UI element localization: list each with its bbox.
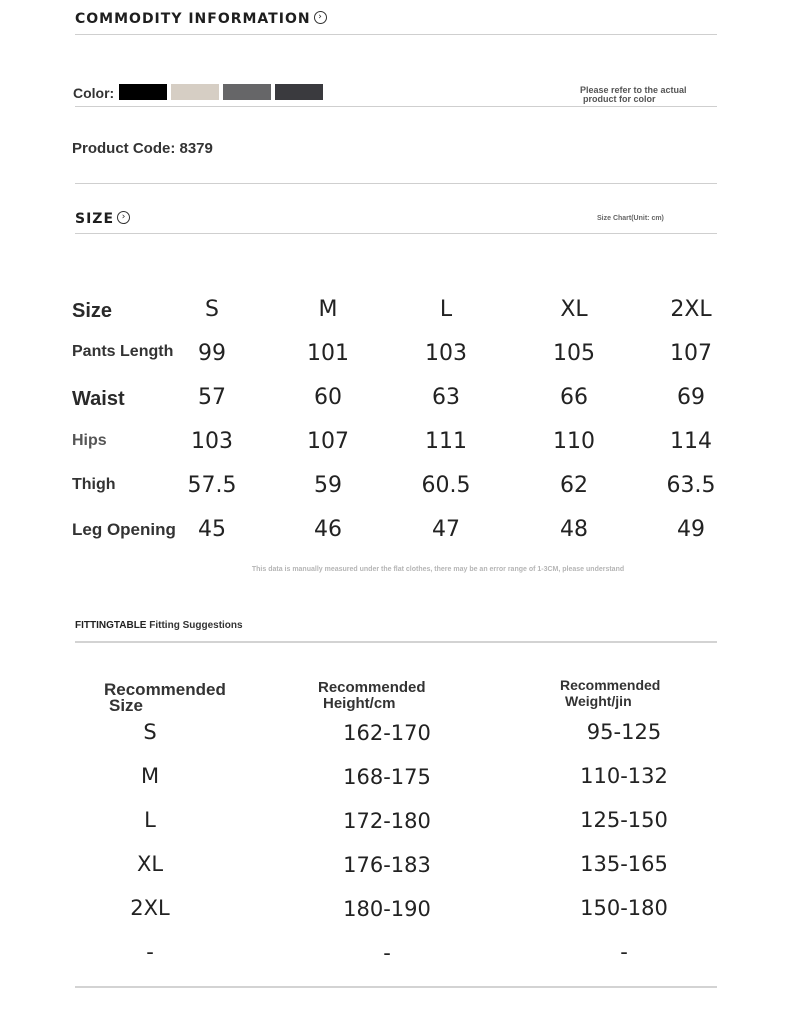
fit-weight: 135-165 xyxy=(580,852,668,876)
fit-header-size-line2: Size xyxy=(109,696,144,715)
table-cell: 45 xyxy=(198,517,226,542)
fit-size: 2XL xyxy=(130,896,170,920)
table-cell: 48 xyxy=(560,517,588,542)
fit-header-height xyxy=(318,680,426,712)
color-swatch-grey[interactable] xyxy=(223,84,271,100)
size-col-header: 2XL xyxy=(670,297,712,322)
table-cell: 99 xyxy=(198,341,226,366)
divider xyxy=(75,106,717,107)
fit-height: 162-170 xyxy=(343,721,431,745)
table-cell: 101 xyxy=(307,341,349,366)
row-label-thigh: Thigh xyxy=(72,476,116,493)
size-section-title xyxy=(75,211,130,227)
table-cell: 60.5 xyxy=(421,473,471,498)
fit-header-size xyxy=(104,682,226,714)
fit-size: XL xyxy=(136,852,164,876)
size-col-header: L xyxy=(439,297,453,322)
table-cell: 49 xyxy=(677,517,705,542)
fit-size: S xyxy=(143,720,157,744)
table-cell: 47 xyxy=(432,517,460,542)
table-cell: 107 xyxy=(307,429,349,454)
divider xyxy=(75,641,717,643)
product-code: Product Code: 8379 xyxy=(72,140,213,157)
table-cell: 57.5 xyxy=(187,473,237,498)
table-cell: 69 xyxy=(677,385,705,410)
measurement-disclaimer: This data is manually measured under the flat clothes, there may be an error range of 1-3CM, please understand xyxy=(251,566,625,573)
fit-weight: 95-125 xyxy=(586,720,662,744)
chevron-right-circle-icon: › xyxy=(314,11,327,24)
fit-weight: 150-180 xyxy=(580,896,668,920)
fit-height: 180-190 xyxy=(343,897,431,921)
size-header-label: Size xyxy=(72,300,113,322)
color-note xyxy=(580,86,687,104)
row-label-pants-length: Pants Length xyxy=(72,343,174,360)
chevron-right-circle-icon: › xyxy=(117,211,130,224)
table-cell: 46 xyxy=(314,517,342,542)
divider xyxy=(75,986,717,988)
commodity-title-text: COMMODITY INFORMATION xyxy=(75,11,311,27)
fit-height: 172-180 xyxy=(343,809,431,833)
fit-header-weight-line2: Weight/jin xyxy=(565,693,632,709)
table-cell: 110 xyxy=(553,429,595,454)
fit-size: M xyxy=(140,764,160,788)
row-label-hips: Hips xyxy=(72,432,107,449)
color-note-line1: Please refer to the actual xyxy=(580,85,687,95)
fit-height: 176-183 xyxy=(343,853,431,877)
color-swatch-beige[interactable] xyxy=(171,84,219,100)
divider xyxy=(75,34,717,35)
table-cell: 63.5 xyxy=(666,473,716,498)
commodity-section-title xyxy=(75,11,327,27)
fit-weight: 125-150 xyxy=(580,808,668,832)
row-label-waist: Waist xyxy=(72,388,125,410)
color-swatch-dark-grey[interactable] xyxy=(275,84,323,100)
divider xyxy=(75,233,717,234)
fit-header-height-line1: Recommended xyxy=(318,679,426,696)
fit-height: 168-175 xyxy=(343,765,431,789)
color-swatch-black[interactable] xyxy=(119,84,167,100)
fit-size: L xyxy=(144,808,156,832)
fit-header-weight-line1: Recommended xyxy=(560,677,661,693)
table-cell: 111 xyxy=(425,429,467,454)
size-chart-note: Size Chart(Unit: cm) xyxy=(597,215,664,222)
table-cell: 103 xyxy=(191,429,233,454)
table-cell: 62 xyxy=(560,473,588,498)
size-title-text: SIZE xyxy=(75,211,115,227)
color-label: Color: xyxy=(73,85,115,101)
fitting-section-title xyxy=(75,620,243,631)
fit-header-weight xyxy=(560,677,660,709)
table-cell: 114 xyxy=(670,429,712,454)
size-col-header: M xyxy=(318,297,338,322)
table-cell: 59 xyxy=(314,473,342,498)
fit-weight: 110-132 xyxy=(580,764,668,788)
row-label-leg-opening: Leg Opening xyxy=(72,520,176,539)
fitting-title-rest: Fitting Suggestions xyxy=(146,620,243,631)
table-cell: 103 xyxy=(425,341,467,366)
fit-header-height-line2: Height/cm xyxy=(323,695,396,712)
table-cell: 66 xyxy=(560,385,588,410)
fit-weight: - xyxy=(620,940,628,964)
table-cell: 60 xyxy=(314,385,342,410)
fitting-title-bold: FITTINGTABLE xyxy=(75,620,147,631)
table-cell: 57 xyxy=(198,385,226,410)
divider xyxy=(75,183,717,184)
table-cell: 107 xyxy=(670,341,712,366)
fit-header-size-line1: Recommended xyxy=(104,680,226,699)
table-cell: 63 xyxy=(432,385,460,410)
table-cell: 105 xyxy=(553,341,595,366)
size-col-header: XL xyxy=(560,297,588,322)
fit-height: - xyxy=(383,941,391,965)
color-note-line2: product for color xyxy=(583,94,656,104)
fit-size: - xyxy=(146,940,154,964)
size-col-header: S xyxy=(205,297,219,322)
